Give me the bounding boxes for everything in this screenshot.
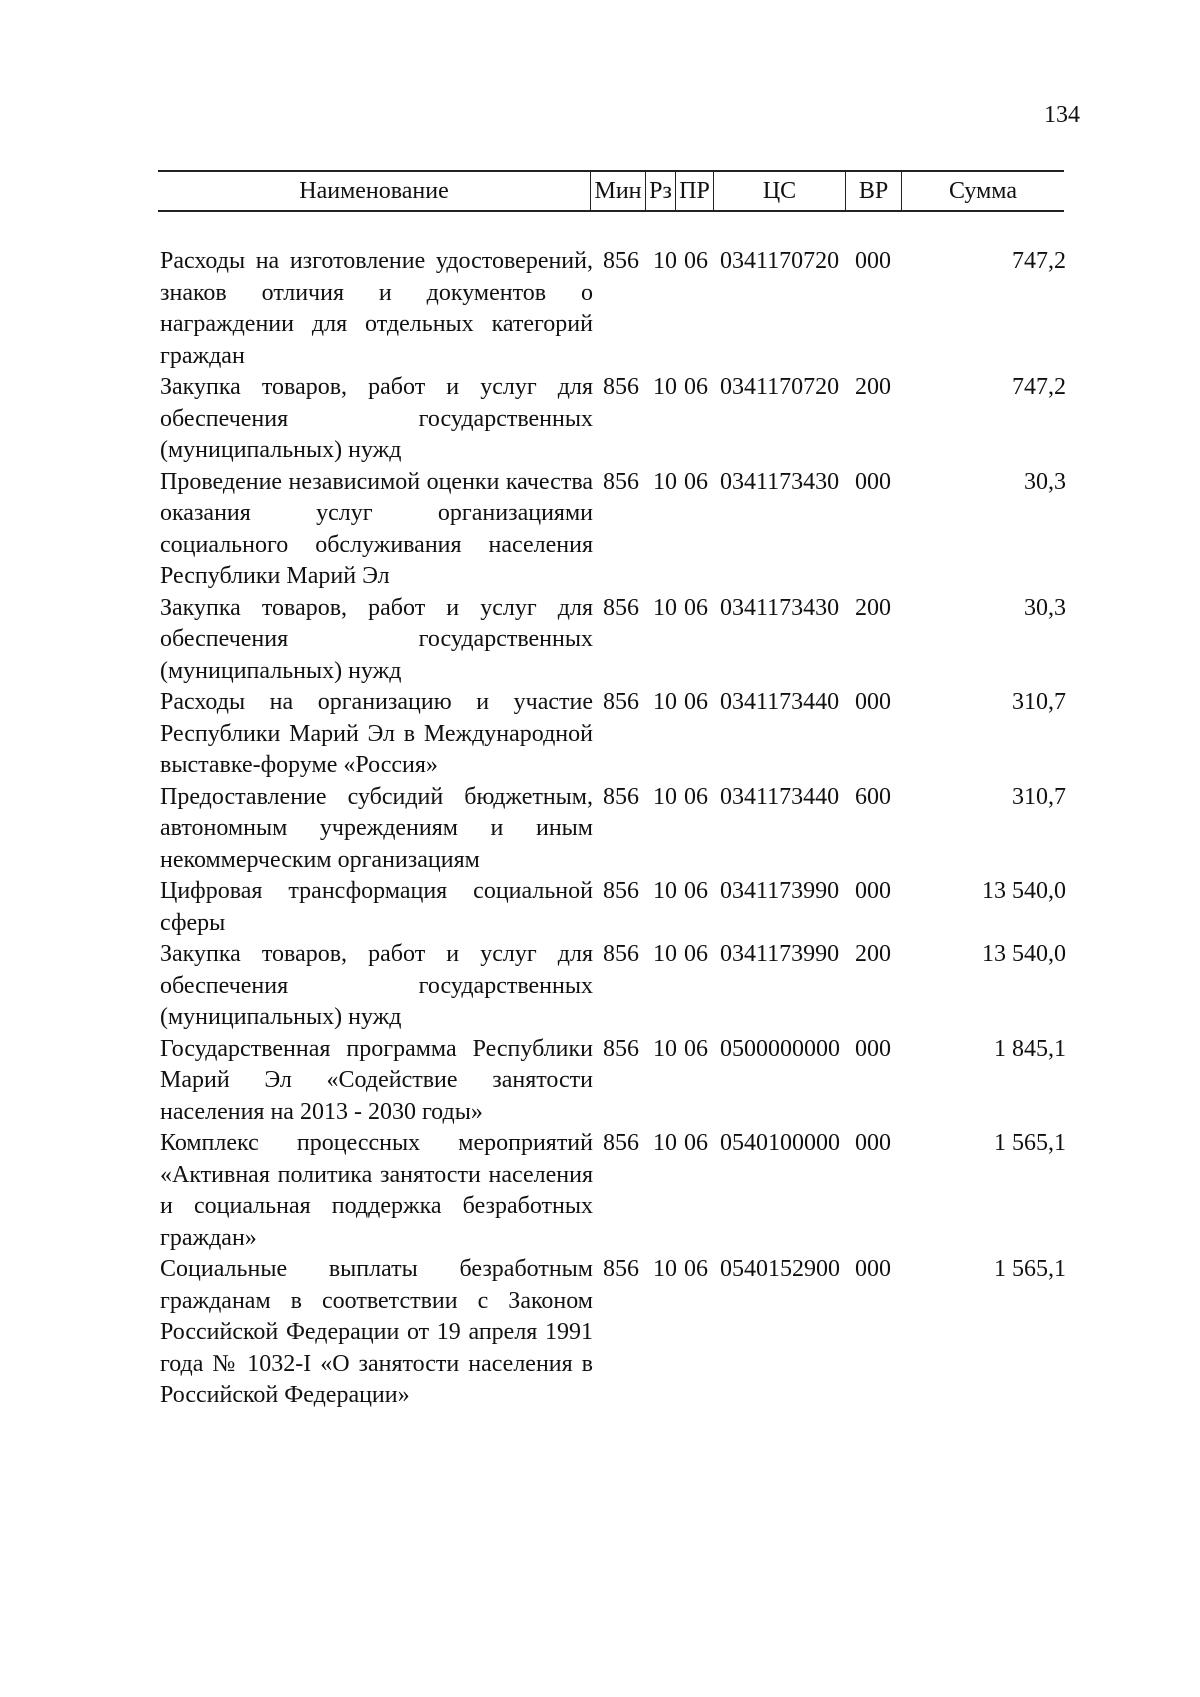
row-sum: 1 565,1 [994, 1130, 1066, 1156]
row-rz: 10 [653, 594, 677, 621]
header-rz: Рз [646, 172, 676, 210]
header-name: Наименование [299, 178, 449, 204]
row-vr: 000 [855, 468, 891, 495]
row-pr: 06 [684, 1035, 708, 1062]
row-cs: 0341173430 [720, 468, 840, 495]
header-vr: ВР [846, 172, 902, 210]
row-name: Расходы на изготовление удостоверений, знаков отличия и документов о награждении для отдельных категорий граждан [160, 248, 593, 369]
row-rz: 10 [653, 468, 677, 495]
row-name: Закупка товаров, работ и услуг для обеспечения государственных (муниципальных) нужд [160, 594, 593, 684]
row-vr: 000 [855, 1256, 891, 1282]
row-min: 856 [603, 941, 639, 967]
row-cs: 0341173440 [720, 689, 840, 715]
row-vr: 000 [855, 248, 891, 274]
row-vr: 200 [855, 941, 891, 967]
row-name: Цифровая трансформация социальной сферы [160, 878, 593, 936]
row-rz: 10 [653, 374, 677, 400]
row-cs: 0341173430 [720, 594, 840, 621]
row-name: Расходы на организацию и участие Республики Марий Эл в Международной выставке-форуме «Россия» [160, 689, 593, 778]
row-rz: 10 [653, 941, 677, 967]
row-min: 856 [603, 689, 639, 715]
table-row [160, 372, 1066, 467]
row-min: 856 [603, 374, 639, 400]
row-cs: 0341173440 [720, 783, 840, 810]
table-header [158, 170, 1064, 212]
row-rz: 10 [653, 689, 677, 715]
row-pr: 06 [684, 1256, 708, 1282]
row-rz: 10 [653, 1130, 677, 1156]
row-pr: 06 [684, 594, 708, 621]
row-pr: 06 [684, 689, 708, 715]
row-sum: 747,2 [1012, 248, 1066, 274]
row-vr: 600 [855, 783, 891, 810]
row-name: Социальные выплаты безработным гражданам в соответствии с Законом Российской Федерации от 19 апреля 1991 года № 1032-I «О занятости населения в Российской Федерации» [160, 1256, 593, 1408]
row-cs: 0341173990 [720, 941, 840, 967]
row-cs: 0341170720 [720, 248, 840, 274]
row-pr: 06 [684, 468, 708, 495]
row-min: 856 [603, 1256, 639, 1282]
row-min: 856 [603, 878, 639, 904]
row-pr: 06 [684, 1130, 708, 1156]
row-sum: 30,3 [1024, 468, 1066, 495]
row-vr: 000 [855, 1130, 891, 1156]
row-cs: 0341173990 [720, 878, 840, 904]
row-min: 856 [603, 248, 639, 274]
row-name: Комплекс процессных мероприятий «Активная политика занятости населения и социальная поддержка безработных граждан» [160, 1130, 593, 1251]
row-name: Проведение независимой оценки качества оказания услуг организациями социального обслуживания населения Республики Марий Эл [160, 468, 593, 589]
page-number: 134 [1044, 102, 1080, 128]
header-min: Мин [590, 172, 646, 210]
table-row [160, 1034, 1066, 1129]
header-sum: Сумма [949, 178, 1017, 204]
row-sum: 310,7 [1012, 783, 1066, 810]
row-pr: 06 [684, 783, 708, 810]
table-row [160, 687, 1066, 782]
table-row [160, 939, 1066, 1034]
row-rz: 10 [653, 878, 677, 904]
row-rz: 10 [653, 1256, 677, 1282]
row-rz: 10 [653, 783, 677, 810]
row-sum: 310,7 [1012, 689, 1066, 715]
row-cs: 0540152900 [720, 1256, 840, 1282]
header-cs: ЦС [714, 172, 846, 210]
row-vr: 200 [855, 594, 891, 621]
row-min: 856 [603, 1130, 639, 1156]
table-row [160, 876, 1066, 939]
row-sum: 30,3 [1024, 594, 1066, 621]
row-cs: 0500000000 [720, 1035, 840, 1062]
row-pr: 06 [684, 878, 708, 904]
row-name: Предоставление субсидий бюджетным, автономным учреждениям и иным некоммерческим организациям [160, 783, 593, 873]
row-sum: 747,2 [1012, 374, 1066, 400]
row-sum: 13 540,0 [982, 941, 1066, 967]
table-row [160, 1254, 1066, 1412]
row-vr: 000 [855, 878, 891, 904]
row-sum: 13 540,0 [982, 878, 1066, 904]
row-pr: 06 [684, 248, 708, 274]
table-body [160, 246, 1066, 1412]
row-pr: 06 [684, 374, 708, 400]
table-row [160, 246, 1066, 372]
header-pr: ПР [676, 172, 714, 210]
table-row [160, 782, 1066, 877]
row-sum: 1 845,1 [994, 1035, 1066, 1062]
row-sum: 1 565,1 [994, 1256, 1066, 1282]
table-row [160, 467, 1066, 593]
row-min: 856 [603, 468, 639, 495]
row-min: 856 [603, 594, 639, 621]
row-name: Государственная программа Республики Марий Эл «Содействие занятости населения на 2013 - 2030 годы» [160, 1035, 593, 1125]
row-min: 856 [603, 1035, 639, 1062]
row-vr: 000 [855, 689, 891, 715]
row-rz: 10 [653, 248, 677, 274]
row-name: Закупка товаров, работ и услуг для обеспечения государственных (муниципальных) нужд [160, 941, 593, 1030]
row-pr: 06 [684, 941, 708, 967]
row-cs: 0341170720 [720, 374, 840, 400]
row-min: 856 [603, 783, 639, 810]
row-name: Закупка товаров, работ и услуг для обеспечения государственных (муниципальных) нужд [160, 374, 593, 463]
row-vr: 200 [855, 374, 891, 400]
table-row [160, 1128, 1066, 1254]
row-vr: 000 [855, 1035, 891, 1062]
row-cs: 0540100000 [720, 1130, 840, 1156]
row-rz: 10 [653, 1035, 677, 1062]
table-row [160, 593, 1066, 688]
